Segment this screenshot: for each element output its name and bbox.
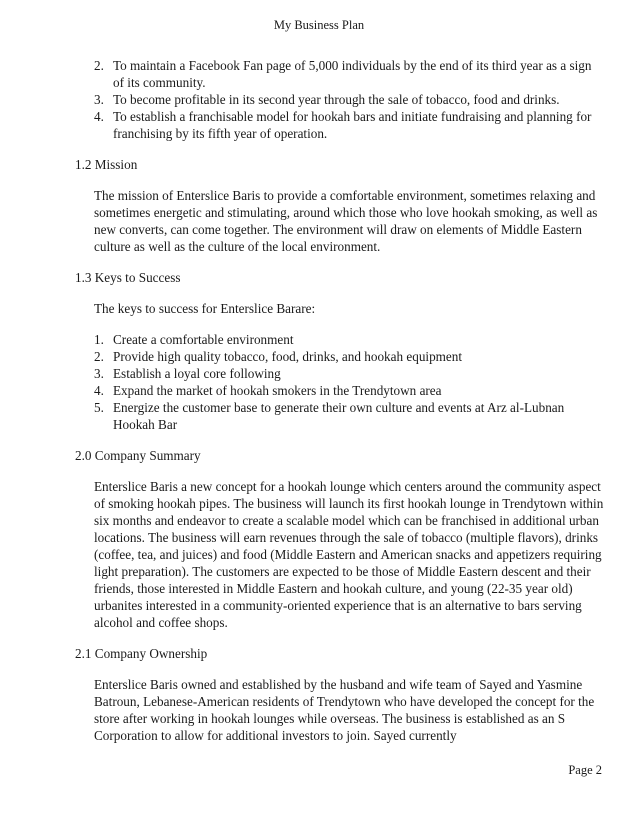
company-summary-paragraph: Enterslice Baris a new concept for a hookah lounge which centers around the community aspect of smoking hookah pipes. The business will launch its first hookah lounge in Trendytown within six months and endeavor to create a scalable model which can be franchised in additional urban locations. The business will earn revenues through the sale of tobacco (multiple flavors), drinks (coffee, tea, and juices) and food (Middle Eastern and American snacks and appetizers requiring light preparation). The customers are expected to be those of Middle Eastern descent and their friends, those interested in Middle Eastern and hookah culture, and young (22-35 year old) urbanites interested in a community-oriented experience that is an alternative to bars serving alcohol and coffee shops.	[94, 479, 604, 630]
document-body	[75, 57, 605, 744]
section-heading-mission: 1.2 Mission	[75, 157, 138, 172]
keys-intro: The keys to success for Enterslice Barare:	[94, 301, 316, 316]
section-heading-keys-to-success: 1.3 Keys to Success	[75, 270, 181, 285]
list-item	[75, 331, 605, 348]
list-item	[75, 399, 605, 433]
keys-list	[75, 331, 605, 433]
list-item	[75, 108, 605, 142]
list-item-number: 2.	[94, 349, 104, 364]
list-item-number: 4.	[94, 109, 104, 124]
section-heading-company-ownership: 2.1 Company Ownership	[75, 646, 208, 661]
page-number: Page 2	[568, 763, 602, 777]
section-heading-company-summary: 2.0 Company Summary	[75, 448, 201, 463]
list-item-text: To become profitable in its second year through the sale of tobacco, food and drinks.	[113, 92, 560, 107]
list-item	[75, 382, 605, 399]
mission-paragraph: The mission of Enterslice Baris to provide a comfortable environment, sometimes relaxing and sometimes energetic and stimulating, around which those who love hookah smoking, as well as new converts, can come together. The environment will draw on elements of Middle Eastern culture as well as the culture of the local environment.	[94, 188, 598, 254]
list-item-number: 5.	[94, 400, 104, 415]
list-item-text: Provide high quality tobacco, food, drinks, and hookah equipment	[113, 349, 463, 364]
list-item-number: 1.	[94, 332, 104, 347]
list-item-text: Energize the customer base to generate their own culture and events at Arz al-Lubnan Hookah Bar	[113, 400, 565, 432]
list-item-number: 3.	[94, 92, 104, 107]
list-item-number: 4.	[94, 383, 104, 398]
list-item-text: Create a comfortable environment	[113, 332, 294, 347]
page-header-title: My Business Plan	[273, 18, 365, 32]
list-item-number: 3.	[94, 366, 104, 381]
company-ownership-paragraph: Enterslice Baris owned and established by the husband and wife team of Sayed and Yasmine Batroun, Lebanese-American residents of Trendytown who have developed the concept for the store after working in hookah lounges while overseas. The business is established as an S Corporation to allow for additional investors to join. Sayed currently	[94, 677, 595, 743]
list-item	[75, 365, 605, 382]
list-item-number: 2.	[94, 58, 104, 73]
list-item	[75, 57, 605, 91]
list-item	[75, 348, 605, 365]
list-item-text: To maintain a Facebook Fan page of 5,000 individuals by the end of its third year as a sign of its community.	[113, 58, 592, 90]
list-item-text: Establish a loyal core following	[113, 366, 281, 381]
list-item-text: Expand the market of hookah smokers in the Trendytown area	[113, 383, 442, 398]
objectives-list	[75, 57, 605, 142]
list-item-text: To establish a franchisable model for hookah bars and initiate fundraising and planning for franchising by its fifth year of operation.	[113, 109, 592, 141]
list-item	[75, 91, 605, 108]
